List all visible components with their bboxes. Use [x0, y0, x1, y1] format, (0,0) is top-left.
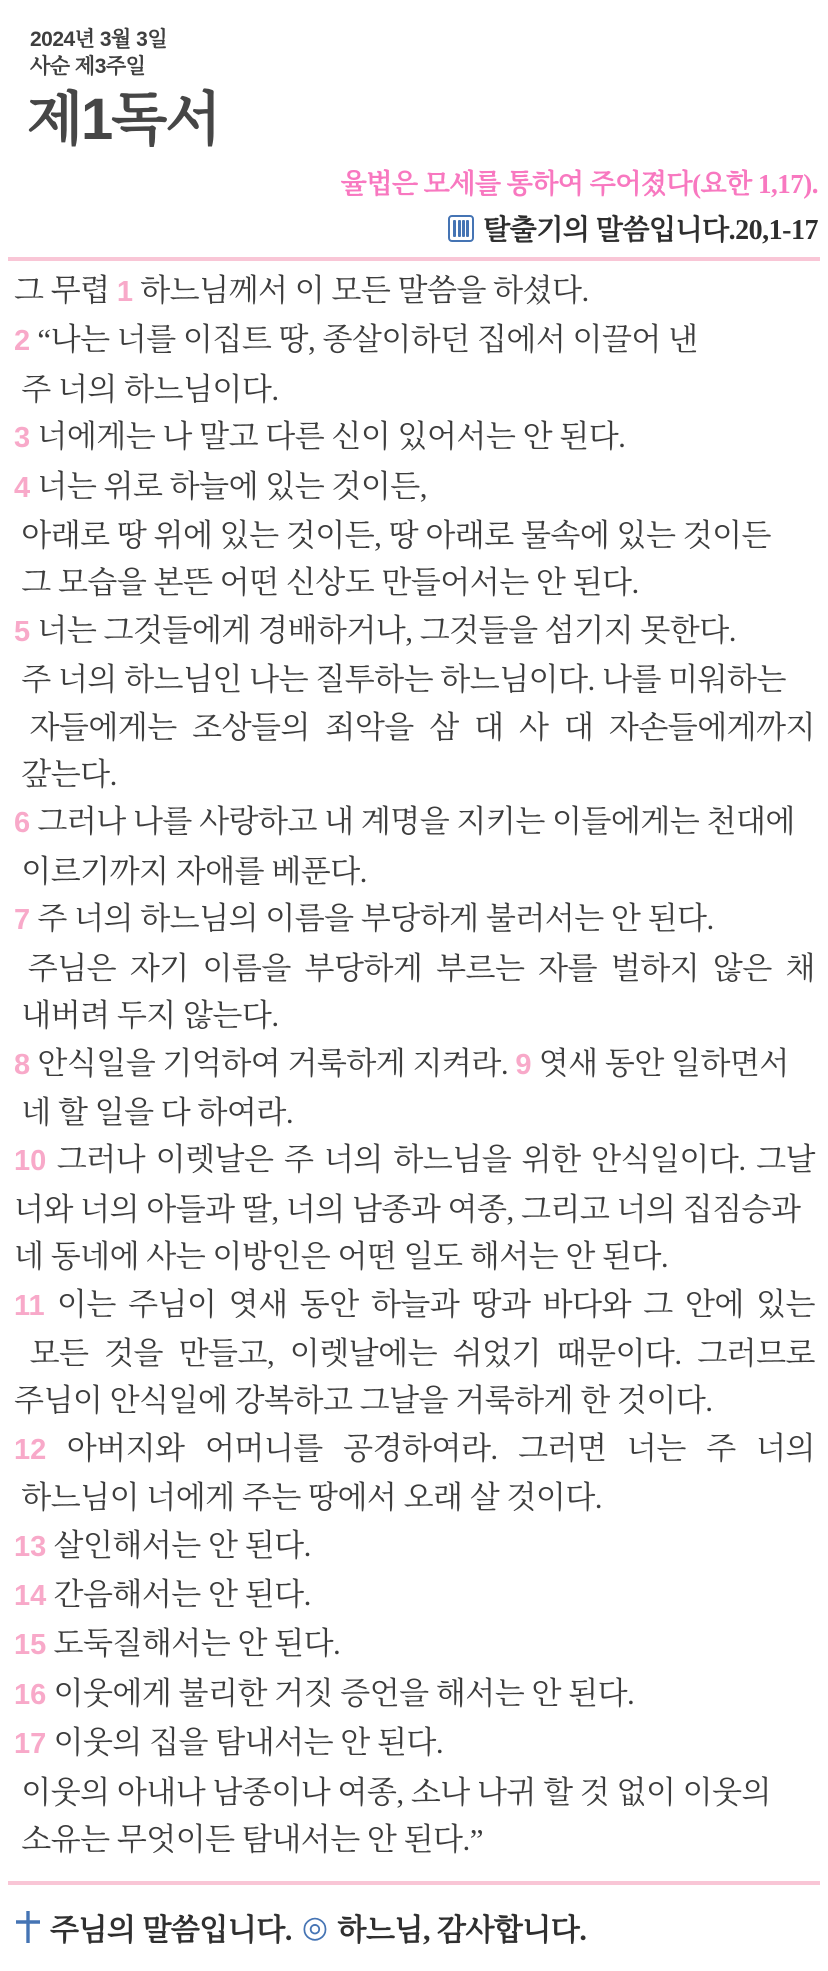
verse-text: 너와 너의 아들과 딸, 너의 남종과 여종, 그리고 너의 집짐승과	[14, 1191, 801, 1227]
source-text: 탈출기의 말씀입니다.20,1-17	[483, 215, 818, 246]
verse-line	[14, 1136, 815, 1185]
verse-line	[14, 1474, 815, 1521]
date-block	[30, 26, 828, 80]
verse-line	[14, 895, 815, 944]
verse-text: 이웃의 집을 탐내서는 안 된다.	[46, 1725, 444, 1761]
verse-line	[14, 1089, 815, 1136]
date-text: 2024년 3월 3일	[30, 28, 168, 51]
striped-scroll-icon	[448, 215, 474, 242]
verse-line	[14, 1040, 815, 1089]
verse-text: 갚는다.	[14, 757, 117, 793]
verse-text: 그러나 이렛날은 주 너의 하느님을 위한 안식일이다. 그날	[46, 1142, 815, 1178]
verse-text: 아래로 땅 위에 있는 것이든, 땅 아래로 물속에 있는 것이든	[14, 518, 772, 554]
page-title: 제1독서	[27, 87, 220, 152]
verse-text: 네 동네에 사는 이방인은 어떤 일도 해서는 안 된다.	[14, 1239, 669, 1275]
verse-line	[14, 751, 815, 798]
verse-line	[14, 1670, 815, 1719]
response-symbol: ◎	[301, 1909, 328, 1945]
reading-body	[14, 267, 815, 1863]
verse-text: 이웃에게 불리한 거짓 증언을 해서는 안 된다.	[46, 1675, 635, 1711]
verse-text: 간음해서는 안 된다.	[46, 1576, 311, 1612]
verse-line	[14, 704, 815, 751]
verse-number: 3	[14, 422, 31, 455]
verse-number: 9	[515, 1048, 532, 1081]
cross-icon	[16, 1910, 40, 1944]
verse-line	[14, 1330, 815, 1377]
verse-line	[14, 1522, 815, 1571]
verse-line	[14, 366, 815, 413]
verse-text: 하느님께서 이 모든 말씀을 하셨다.	[132, 273, 589, 308]
verse-text: 모든 것을 만들고, 이렛날에는 쉬었기 때문이다. 그러므로	[14, 1335, 815, 1371]
verse-line	[14, 463, 815, 512]
verse-number: 13	[14, 1530, 47, 1563]
verse-line	[14, 992, 815, 1039]
verse-number: 2	[14, 325, 31, 358]
verse-number: 8	[14, 1048, 31, 1081]
liturgical-day-text: 사순 제3주일	[30, 55, 146, 78]
verse-text: 살인해서는 안 된다.	[46, 1527, 311, 1563]
bottom-divider	[8, 1881, 820, 1885]
verse-text: “나는 너를 이집트 땅, 종살이하던 집에서 이끌어 낸	[30, 322, 698, 358]
verse-text: 주님이 안식일에 강복하고 그날을 거룩하게 한 것이다.	[14, 1383, 713, 1419]
verse-text: 주 너의 하느님의 이름을 부당하게 불러서는 안 된다.	[30, 901, 714, 937]
verse-line	[14, 316, 815, 365]
verse-text: 이웃의 아내나 남종이나 여종, 소나 나귀 할 것 없이 이웃의	[14, 1774, 772, 1810]
verse-number: 11	[14, 1289, 45, 1322]
verse-line	[14, 656, 815, 703]
verse-line	[14, 559, 815, 606]
verse-number: 15	[14, 1629, 47, 1662]
verse-number: 17	[14, 1728, 47, 1761]
verse-number: 10	[14, 1145, 47, 1178]
verse-number: 1	[116, 276, 133, 308]
verse-line	[14, 1571, 815, 1620]
verse-text: 너는 그것들에게 경배하거나, 그것들을 섬기지 못한다.	[30, 612, 736, 648]
reading-subtitle: 율법은 모세를 통하여 주어졌다(요한 1,17).	[340, 169, 818, 199]
top-divider	[8, 257, 820, 261]
verse-text: 소유는 무엇이든 탐내서는 안 된다.”	[14, 1822, 484, 1857]
verse-text: 도둑질해서는 안 된다.	[46, 1626, 341, 1662]
verse-text: 그 무렵	[14, 273, 117, 308]
verse-number: 7	[14, 904, 31, 937]
verse-number: 12	[14, 1433, 47, 1466]
verse-text: 주님은 자기 이름을 부당하게 부르는 자를 벌하지 않은 채	[14, 950, 815, 986]
verse-line	[14, 1281, 815, 1330]
verse-number: 16	[14, 1678, 47, 1711]
verse-text: 내버려 두지 않는다.	[14, 998, 279, 1034]
verse-text: 그러나 나를 사랑하고 내 계명을 지키는 이들에게는 천대에	[30, 804, 795, 840]
verse-number: 4	[14, 471, 31, 504]
header	[0, 26, 828, 248]
verse-line	[14, 512, 815, 559]
verse-text: 자들에게는 조상들의 죄악을 삼 대 사 대 자손들에게까지	[14, 709, 815, 745]
priest-text: 주님의 말씀입니다.	[50, 1914, 292, 1948]
page	[0, 26, 828, 1971]
verse-number: 14	[14, 1579, 47, 1612]
verse-number: 5	[14, 615, 31, 648]
verse-line	[14, 1425, 815, 1474]
footer-acclamation	[16, 1905, 814, 1949]
verse-text: 이르기까지 자애를 베푼다.	[14, 853, 367, 889]
verse-number: 6	[14, 807, 31, 840]
verse-line	[14, 1377, 815, 1424]
verse-text: 너에게는 나 말고 다른 신이 있어서는 안 된다.	[30, 419, 626, 455]
verse-line	[14, 607, 815, 656]
verse-text: 그 모습을 본뜬 어떤 신상도 만들어서는 안 된다.	[14, 565, 639, 601]
verse-line	[14, 1620, 815, 1669]
verse-text: 네 할 일을 다 하여라.	[14, 1094, 294, 1130]
verse-text: 주 너의 하느님인 나는 질투하는 하느님이다. 나를 미워하는	[14, 662, 786, 698]
verse-text: 안식일을 기억하여 거룩하게 지켜라.	[30, 1045, 516, 1081]
verse-line	[14, 1816, 815, 1863]
response-text: 하느님, 감사합니다.	[337, 1914, 587, 1948]
verse-line	[14, 1186, 815, 1233]
verse-text: 너는 위로 하늘에 있는 것이든,	[30, 468, 427, 504]
verse-line	[14, 848, 815, 895]
verse-line	[14, 945, 815, 992]
verse-line	[14, 1769, 815, 1816]
verse-line	[14, 413, 815, 462]
verse-text: 엿새 동안 일하면서	[531, 1045, 789, 1081]
verse-text: 아버지와 어머니를 공경하여라. 그러면 너는 주 너의	[46, 1430, 815, 1466]
source-row	[0, 208, 818, 248]
verse-text: 하느님이 너에게 주는 땅에서 오래 살 것이다.	[14, 1480, 603, 1516]
verse-text: 주 너의 하느님이다.	[14, 371, 279, 407]
liturgy-reading-page	[0, 26, 828, 1971]
verse-line	[14, 1719, 815, 1768]
verse-line	[14, 798, 815, 847]
verse-line	[14, 1233, 815, 1280]
verse-text: 이는 주님이 엿새 동안 하늘과 땅과 바다와 그 안에 있는	[44, 1286, 815, 1322]
verse-line	[14, 267, 815, 316]
